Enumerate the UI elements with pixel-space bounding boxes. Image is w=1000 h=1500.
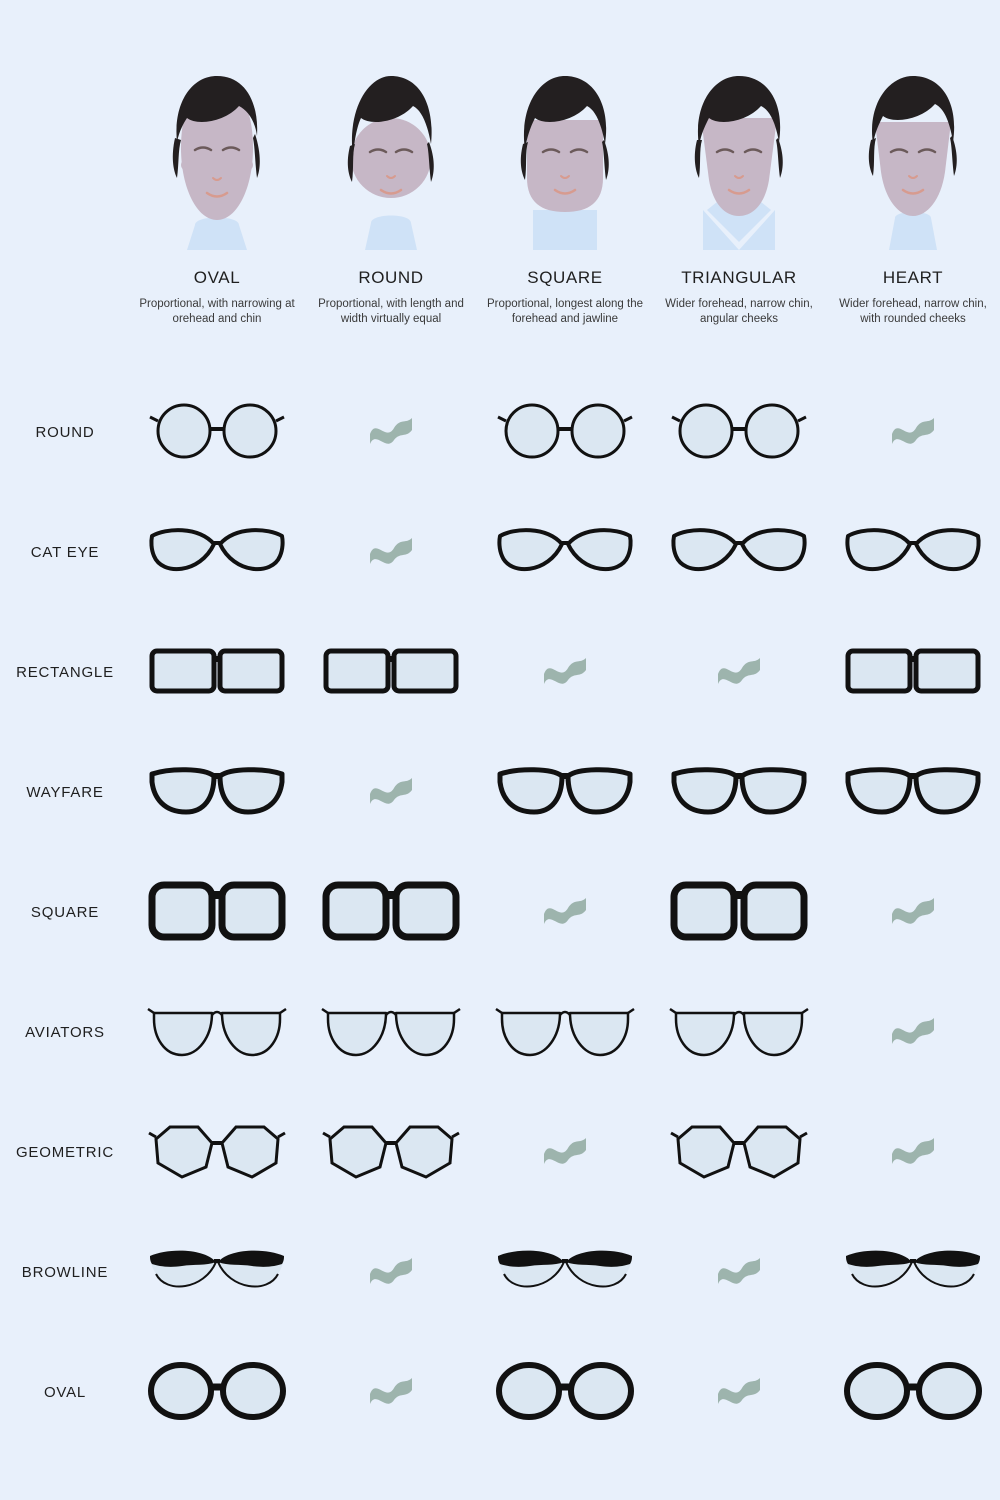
face-description: Proportional, longest along the forehead and jawline	[487, 298, 643, 326]
face-title: HEART	[882, 268, 944, 287]
row-label: ROUND	[35, 423, 95, 441]
face-column-square	[478, 60, 652, 370]
face-description: Wider forehead, narrow chin, with rounded cheeks	[839, 298, 987, 326]
glasses-icon	[826, 492, 1000, 612]
glasses-icon	[130, 492, 304, 612]
not-recommended-wave-icon	[478, 852, 652, 972]
matrix-row	[0, 732, 1000, 852]
glasses-icon	[130, 372, 304, 492]
glasses-icon	[130, 1332, 304, 1452]
face-shape-header	[130, 60, 1000, 370]
face-title: TRIANGULAR	[681, 268, 797, 287]
glasses-icon	[478, 732, 652, 852]
not-recommended-wave-icon	[478, 612, 652, 732]
not-recommended-wave-icon	[304, 732, 478, 852]
row-label: CAT EYE	[30, 543, 100, 561]
not-recommended-wave-icon	[304, 372, 478, 492]
not-recommended-wave-icon	[652, 612, 826, 732]
glasses-icon	[130, 972, 304, 1092]
face-title: OVAL	[193, 268, 241, 287]
glasses-icon	[652, 852, 826, 972]
not-recommended-wave-icon	[826, 972, 1000, 1092]
glasses-icon	[826, 1212, 1000, 1332]
matrix-row	[0, 372, 1000, 492]
glasses-icon	[304, 612, 478, 732]
glasses-icon	[304, 852, 478, 972]
not-recommended-wave-icon	[652, 1212, 826, 1332]
row-label: OVAL	[43, 1383, 87, 1401]
not-recommended-wave-icon	[826, 852, 1000, 972]
row-label: WAYFARE	[26, 783, 104, 801]
glasses-icon	[130, 612, 304, 732]
glasses-icon	[130, 1212, 304, 1332]
face-description: Wider forehead, narrow chin, angular cheeks	[665, 298, 813, 326]
matrix-row	[0, 612, 1000, 732]
glasses-icon	[652, 1092, 826, 1212]
matrix-row	[0, 1092, 1000, 1212]
glasses-icon	[130, 852, 304, 972]
glasses-icon	[826, 1332, 1000, 1452]
row-label: RECTANGLE	[16, 663, 114, 681]
face-oval-icon	[151, 60, 283, 250]
face-column-round	[304, 60, 478, 370]
row-label: GEOMETRIC	[15, 1143, 115, 1161]
glasses-icon	[478, 492, 652, 612]
glasses-icon	[652, 732, 826, 852]
row-label: SQUARE	[30, 903, 100, 921]
not-recommended-wave-icon	[304, 1332, 478, 1452]
not-recommended-wave-icon	[304, 492, 478, 612]
glasses-icon	[130, 1092, 304, 1212]
glasses-icon	[652, 372, 826, 492]
glasses-icon	[304, 972, 478, 1092]
face-column-oval	[130, 60, 304, 370]
not-recommended-wave-icon	[652, 1332, 826, 1452]
not-recommended-wave-icon	[304, 1212, 478, 1332]
face-description: Proportional, with length and width virtually equal	[318, 298, 464, 326]
matrix-row	[0, 1332, 1000, 1452]
face-triangular-icon	[673, 60, 805, 250]
glasses-icon	[130, 732, 304, 852]
face-heart-icon	[847, 60, 979, 250]
glasses-icon	[652, 492, 826, 612]
glasses-icon	[478, 372, 652, 492]
not-recommended-wave-icon	[826, 372, 1000, 492]
not-recommended-wave-icon	[478, 1092, 652, 1212]
face-round-icon	[325, 60, 457, 250]
glasses-icon	[652, 972, 826, 1092]
row-label: BROWLINE	[21, 1263, 109, 1281]
matrix-row	[0, 852, 1000, 972]
glasses-icon	[478, 1212, 652, 1332]
face-title: ROUND	[358, 268, 424, 287]
matrix-row	[0, 1212, 1000, 1332]
glasses-icon	[478, 972, 652, 1092]
row-label: AVIATORS	[25, 1023, 105, 1041]
glasses-icon	[826, 612, 1000, 732]
face-square-icon	[499, 60, 631, 250]
glasses-icon	[478, 1332, 652, 1452]
face-column-heart	[826, 60, 1000, 370]
glasses-icon	[826, 732, 1000, 852]
matrix-row	[0, 492, 1000, 612]
glasses-icon	[304, 1092, 478, 1212]
face-column-triangular	[652, 60, 826, 370]
not-recommended-wave-icon	[826, 1092, 1000, 1212]
face-description: Proportional, with narrowing at orehead and chin	[139, 298, 295, 326]
matrix-row	[0, 972, 1000, 1092]
face-title: SQUARE	[527, 268, 603, 287]
